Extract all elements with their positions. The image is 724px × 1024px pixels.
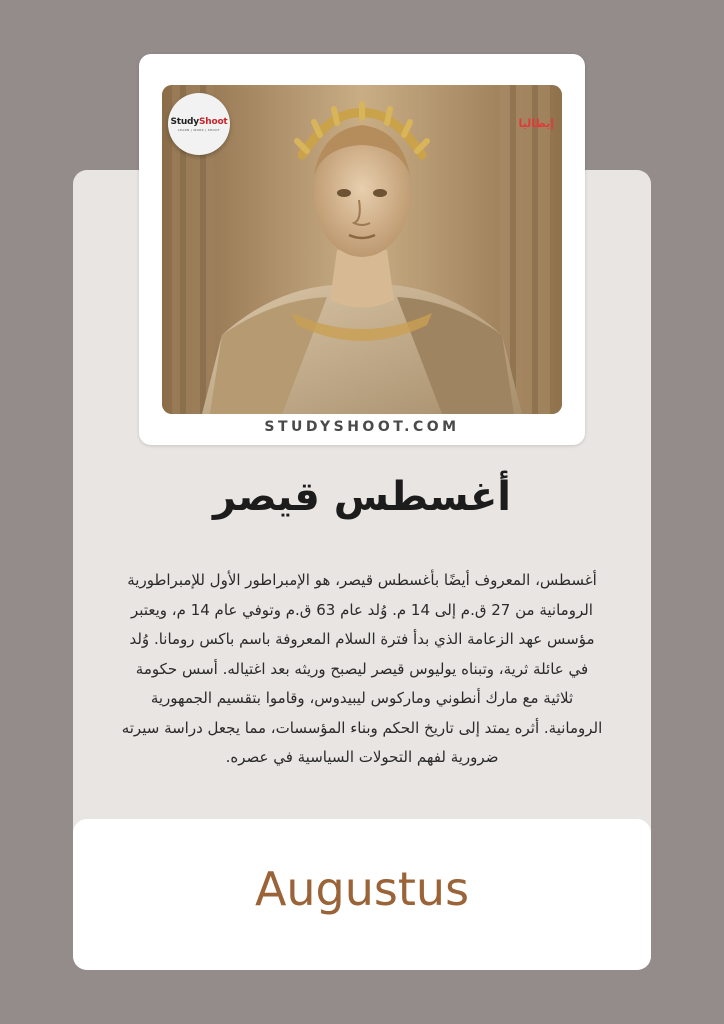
logo-brand-accent: Shoot bbox=[198, 116, 228, 127]
page-title-arabic: أغسطس قيصر bbox=[213, 474, 511, 520]
site-url: STUDYSHOOT.COM bbox=[264, 419, 460, 435]
english-name-card bbox=[73, 819, 651, 970]
country-tag: إيطاليا bbox=[518, 117, 554, 130]
english-name: Augustus bbox=[254, 862, 470, 916]
description-arabic: أغسطس، المعروف أيضًا بأغسطس قيصر، هو الإمبراطور الأول للإمبراطورية الرومانية من 27 ق.م إلى 14 م. وُلد عام 63 ق.م وتوفي عام 14 م، ويعتبر مؤسس عهد الزعامة الذي بدأ فترة السلام المعروفة باسم باكس رومانا. وُلد في عائلة ثرية، وتبناه يوليوس قيصر ليصبح وريثه بعد اغتياله. أسس حكومة ثلاثية مع مارك أنطوني وماركوس ليبيدوس، وقاموا بتقسيم الجمهورية الرومانية. أثره يمتد إلى تاريخ الحكم وبناء المؤسسات، مما يجعل دراسة سيرته ضرورية لفهم التحولات السياسية في عصره. bbox=[121, 571, 603, 766]
logo-tagline: LEARN | WORK | SHOOT bbox=[178, 127, 220, 132]
photo-frame bbox=[139, 54, 585, 445]
logo-brand-main: Study bbox=[170, 116, 199, 127]
studyshoot-logo bbox=[168, 93, 230, 155]
emperor-portrait bbox=[162, 85, 562, 414]
